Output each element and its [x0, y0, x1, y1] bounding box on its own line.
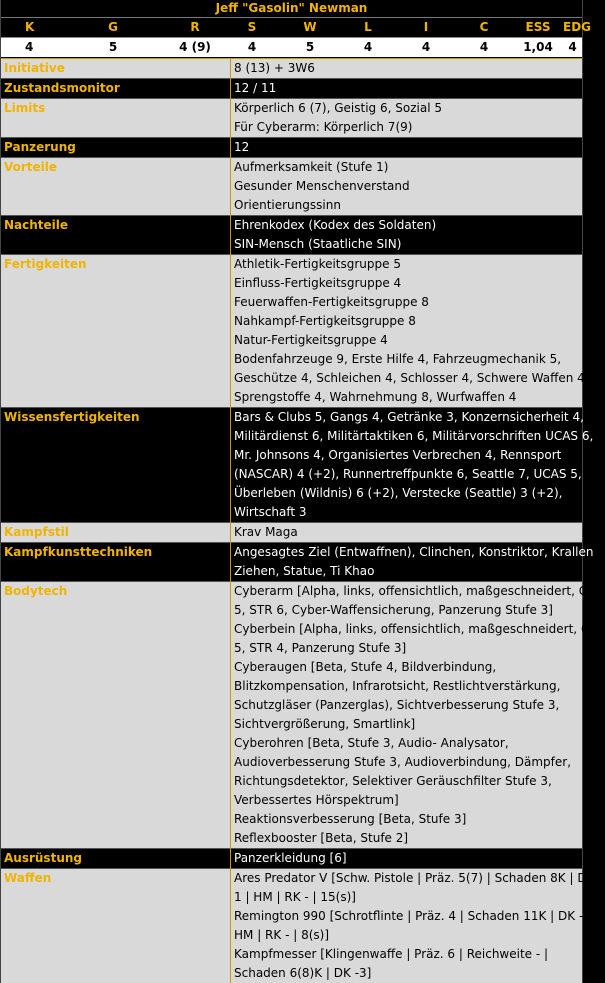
stat-row-skills	[1, 255, 582, 408]
stat-row-style	[1, 523, 582, 543]
stat-value-line: Mr. Johnsons 4, Organisiertes Verbrechen 4, Rennsport	[234, 446, 582, 465]
stat-value-line: 1 | HM | RK - | 15(s)]	[234, 888, 582, 907]
attr-value-ess: 1,04	[513, 38, 563, 57]
stat-value-line: Schutzgläser (Panzerglas), Sichtverbesserung Stufe 3,	[234, 696, 582, 715]
stat-value-line: 8 (13) + 3W6	[234, 59, 582, 78]
stat-value-line: Sprengstoffe 4, Wahrnehmung 8, Wurfwaffen 4	[234, 388, 582, 407]
stat-label: Panzerung	[1, 138, 231, 158]
stat-value-line: Cyberohren [Beta, Stufe 3, Audio- Analysator,	[234, 734, 582, 753]
stat-value	[231, 849, 583, 869]
stat-value	[231, 408, 583, 523]
stat-row-condition	[1, 79, 582, 99]
stat-value-line: 12 / 11	[234, 79, 582, 98]
stat-label: Kampfstil	[1, 523, 231, 543]
stat-value-line: Aufmerksamkeit (Stufe 1)	[234, 158, 582, 177]
stat-value-line: Kampfmesser [Klingenwaffe | Präz. 6 | Reichweite - |	[234, 945, 582, 964]
attr-value-l: 4	[339, 38, 397, 57]
stat-value-line: 12	[234, 138, 582, 157]
attr-header-i: I	[397, 18, 455, 37]
stat-value-line: HM | RK - | 8(s)]	[234, 926, 582, 945]
stat-value-line: Überleben (Wildnis) 6 (+2), Verstecke (Seattle) 3 (+2),	[234, 484, 582, 503]
stat-value-line: Einfluss-Fertigkeitsgruppe 4	[234, 274, 582, 293]
stat-value-line: 5, STR 4, Panzerung Stufe 3]	[234, 639, 582, 658]
stat-value-line: (NASCAR) 4 (+2), Runnertreffpunkte 6, Seattle 7, UCAS 5,	[234, 465, 582, 484]
stat-label: Waffen	[1, 869, 231, 983]
character-name: Jeff "Gasolin" Newman	[1, 0, 582, 18]
attribute-values	[1, 38, 582, 58]
stat-value-line: Bodenfahrzeuge 9, Erste Hilfe 4, Fahrzeugmechanik 5,	[234, 350, 582, 369]
stat-value-line: Gesunder Menschenverstand	[234, 177, 582, 196]
attr-value-r: 4 (9)	[167, 38, 223, 57]
stat-value-line: Remington 990 [Schrotflinte | Präz. 4 | Schaden 11K | DK -1 |	[234, 907, 582, 926]
stat-row-armor	[1, 138, 582, 158]
stat-value-line: Natur-Fertigkeitsgruppe 4	[234, 331, 582, 350]
stat-value-line: Ares Predator V [Schw. Pistole | Präz. 5(7) | Schaden 8K | DK -	[234, 869, 582, 888]
attr-header-k: K	[1, 18, 59, 37]
stat-value-line: Geschütze 4, Schleichen 4, Schlosser 4, Schwere Waffen 4,	[234, 369, 582, 388]
stat-label: Vorteile	[1, 158, 231, 216]
attr-header-c: C	[455, 18, 513, 37]
stat-value	[231, 216, 583, 255]
stat-value	[231, 138, 583, 158]
stat-value-line: Bars & Clubs 5, Gangs 4, Getränke 3, Konzernsicherheit 4,	[234, 408, 582, 427]
stat-label: Initiative	[1, 59, 231, 79]
attr-header-edg: EDG	[563, 18, 591, 37]
stat-value	[231, 543, 583, 582]
attr-header-w: W	[281, 18, 339, 37]
stat-value-line: Verbessertes Hörspektrum]	[234, 791, 582, 810]
attr-value-w: 5	[281, 38, 339, 57]
attr-value-s: 4	[223, 38, 281, 57]
stat-label: Limits	[1, 99, 231, 138]
stat-value	[231, 869, 583, 983]
stat-value-line: Richtungsdetektor, Selektiver Geräuschfilter Stufe 3,	[234, 772, 582, 791]
stat-row-initiative	[1, 59, 582, 79]
stat-label: Bodytech	[1, 582, 231, 849]
stat-label: Ausrüstung	[1, 849, 231, 869]
stat-value	[231, 79, 583, 99]
stat-row-techniques	[1, 543, 582, 582]
stat-value-line: Sichtvergrößerung, Smartlink]	[234, 715, 582, 734]
stat-value	[231, 158, 583, 216]
stat-value	[231, 582, 583, 849]
stat-value-line: Cyberaugen [Beta, Stufe 4, Bildverbindung,	[234, 658, 582, 677]
stat-value-line: Militärdienst 6, Militärtaktiken 6, Militärvorschriften UCAS 6,	[234, 427, 582, 446]
stat-row-disadvantages	[1, 216, 582, 255]
stat-value	[231, 99, 583, 138]
stat-value-line: Blitzkompensation, Infrarotsicht, Restlichtverstärkung,	[234, 677, 582, 696]
attr-value-k: 4	[1, 38, 59, 57]
stat-value-line: Nahkampf-Fertigkeitsgruppe 8	[234, 312, 582, 331]
stat-value-line: Cyberbein [Alpha, links, offensichtlich, maßgeschneidert, GES	[234, 620, 582, 639]
stat-row-advantages	[1, 158, 582, 216]
stat-label: Fertigkeiten	[1, 255, 231, 408]
stat-value-line: Für Cyberarm: Körperlich 7(9)	[234, 118, 582, 137]
stat-row-gear	[1, 849, 582, 869]
stat-value	[231, 255, 583, 408]
stat-value-line: Körperlich 6 (7), Geistig 6, Sozial 5	[234, 99, 582, 118]
attr-header-g: G	[59, 18, 167, 37]
stat-value-line: Reaktionsverbesserung [Beta, Stufe 3]	[234, 810, 582, 829]
stat-value	[231, 59, 583, 79]
stat-value-line: 5, STR 6, Cyber-Waffensicherung, Panzerung Stufe 3]	[234, 601, 582, 620]
stat-row-limits	[1, 99, 582, 138]
attr-header-r: R	[167, 18, 223, 37]
stat-label: Kampfkunsttechniken	[1, 543, 231, 582]
attr-header-ess: ESS	[513, 18, 563, 37]
stat-value-line: Wirtschaft 3	[234, 503, 582, 522]
stat-label: Wissensfertigkeiten	[1, 408, 231, 523]
attr-value-i: 4	[397, 38, 455, 57]
stat-value-line: Cyberarm [Alpha, links, offensichtlich, maßgeschneidert, GES	[234, 582, 582, 601]
stat-value-line: Orientierungssinn	[234, 196, 582, 215]
stat-value-line: Athletik-Fertigkeitsgruppe 5	[234, 255, 582, 274]
attr-value-g: 5	[59, 38, 167, 57]
stat-value-line: Ehrenkodex (Kodex des Soldaten)	[234, 216, 582, 235]
attr-value-c: 4	[455, 38, 513, 57]
stat-value-line: Schaden 6(8)K | DK -3]	[234, 964, 582, 983]
stat-value-line: Angesagtes Ziel (Entwaffnen), Clinchen, Konstriktor, Krallen	[234, 543, 582, 562]
stat-row-knowledge	[1, 408, 582, 523]
attr-value-edg: 4	[563, 38, 582, 57]
stat-value-line: Feuerwaffen-Fertigkeitsgruppe 8	[234, 293, 582, 312]
stat-row-weapons	[1, 869, 582, 983]
stat-value-line: Krav Maga	[234, 523, 582, 542]
stat-value-line: SIN-Mensch (Staatliche SIN)	[234, 235, 582, 254]
attribute-headers	[1, 18, 582, 38]
stat-row-bodytech	[1, 582, 582, 849]
attr-header-s: S	[223, 18, 281, 37]
stat-value-line: Reflexbooster [Beta, Stufe 2]	[234, 829, 582, 848]
stat-label: Zustandsmonitor	[1, 79, 231, 99]
stat-label: Nachteile	[1, 216, 231, 255]
stat-value	[231, 523, 583, 543]
stats-table	[1, 58, 582, 983]
attr-header-l: L	[339, 18, 397, 37]
stat-value-line: Panzerkleidung [6]	[234, 849, 582, 868]
stat-value-line: Audioverbesserung Stufe 3, Audioverbindung, Dämpfer,	[234, 753, 582, 772]
stat-value-line: Ziehen, Statue, Ti Khao	[234, 562, 582, 581]
